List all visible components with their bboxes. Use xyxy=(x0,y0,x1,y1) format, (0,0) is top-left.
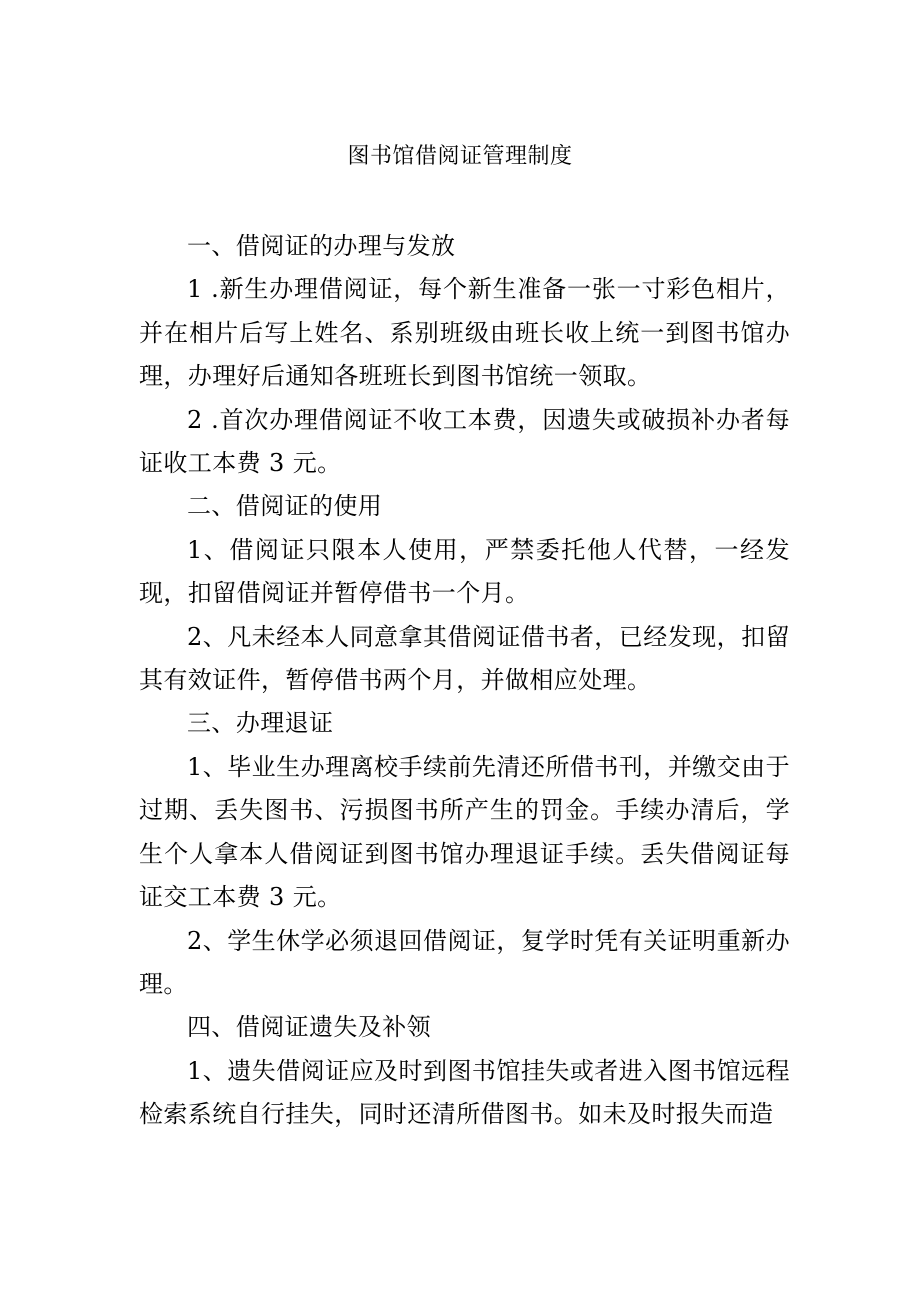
document-title: 图书馆借阅证管理制度 xyxy=(347,144,573,169)
section-heading-4: 四、借阅证遗失及补领 xyxy=(187,1013,431,1042)
section-heading-2: 二、借阅证的使用 xyxy=(187,492,383,521)
document-body xyxy=(139,225,790,1137)
paragraph: 2、学生休学必须退回借阅证，复学时凭有关证明重新办理。 xyxy=(139,926,790,998)
paragraph: 2、凡未经本人同意拿其借阅证借书者，已经发现，扣留其有效证件，暂停借书两个月，并做相应处理。 xyxy=(139,622,790,695)
paragraph: 1、毕业生办理离校手续前先清还所借书刊，并缴交由于过期、丢失图书、污损图书所产生的罚金。手续办清后，学生个人拿本人借阅证到图书馆办理退证手续。丢失借阅证每证交工本费 3 元。 xyxy=(139,752,790,912)
paragraph: 2 .首次办理借阅证不收工本费，因遗失或破损补办者每证收工本费 3 元。 xyxy=(139,405,790,478)
paragraph: 1 .新生办理借阅证，每个新生准备一张一寸彩色相片，并在相片后写上姓名、系别班级由班长收上统一到图书馆办理，办理好后通知各班班长到图书馆统一领取。 xyxy=(139,275,790,391)
section-heading-1: 一、借阅证的办理与发放 xyxy=(187,232,456,260)
paragraph: 1、借阅证只限本人使用，严禁委托他人代替，一经发现，扣留借阅证并暂停借书一个月。 xyxy=(139,535,790,608)
paragraph: 1、遗失借阅证应及时到图书馆挂失或者进入图书馆远程检索系统自行挂失，同时还清所借图书。如未及时报失而造 xyxy=(139,1056,790,1129)
section-heading-3: 三、办理退证 xyxy=(187,709,334,738)
